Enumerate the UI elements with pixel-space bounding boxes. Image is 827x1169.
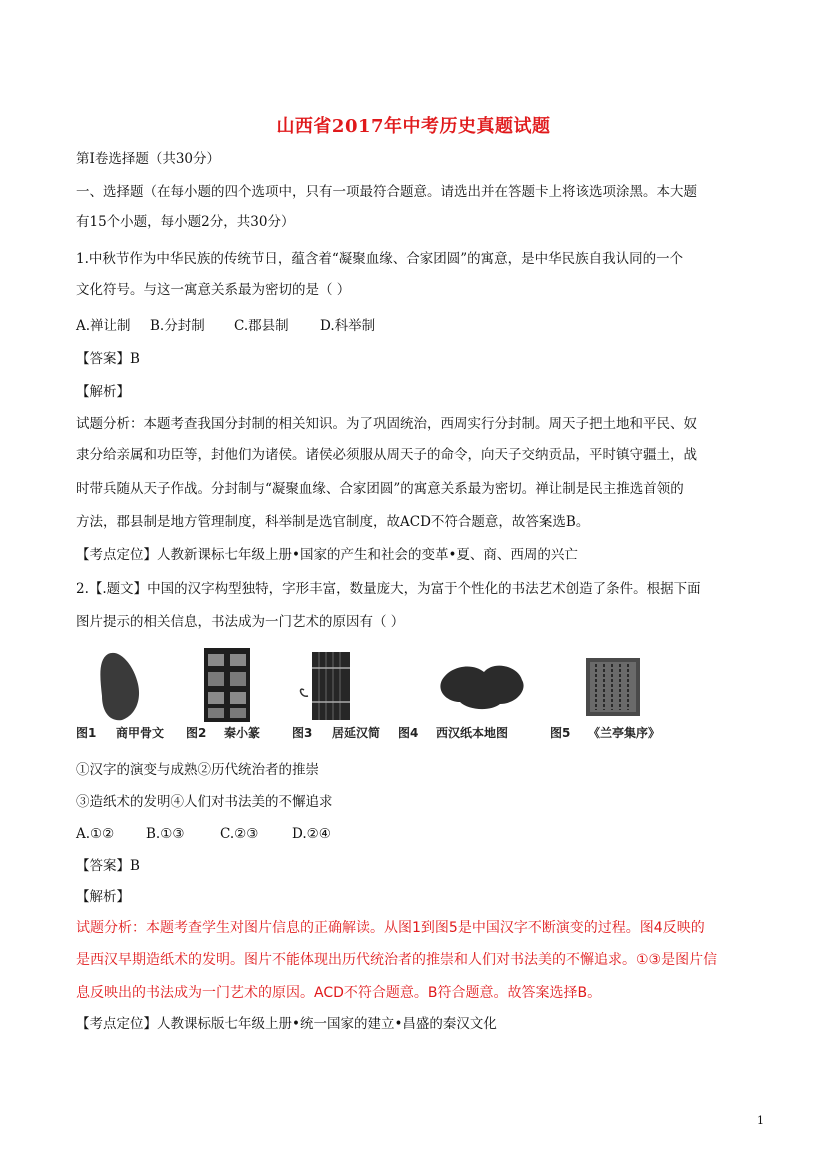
lanting-xu-image bbox=[586, 658, 640, 716]
page-title: 山西省2017年中考历史真题试题 bbox=[276, 116, 551, 137]
q2-stem-line: 2.【.题文】中国的汉字构型独特，字形丰富，数量庞大，为富于个性化的书法艺术创造了条件。根据下面 bbox=[76, 581, 701, 597]
q2-statement-line: ①汉字的演变与成熟②历代统治者的推崇 bbox=[76, 762, 319, 778]
oracle-bone-image bbox=[100, 653, 139, 720]
figure-5-label: 图5 bbox=[550, 726, 571, 740]
section-header: 第Ⅰ卷选择题（共30分） bbox=[76, 151, 221, 167]
q2-answer: 【答案】B bbox=[76, 858, 140, 874]
q1-stem-line: 1.中秋节作为中华民族的传统节日，蕴含着“凝聚血缘、合家团圆”的寓意，是中华民族自我认同的一个 bbox=[76, 251, 684, 267]
q1-analysis-line: 隶分给亲属和功臣等，封他们为诸侯。诸侯必须服从周天子的命令，向天子交纳贡品，平时镇守疆土，战 bbox=[76, 447, 697, 463]
q2-option-c: C.②③ bbox=[220, 826, 259, 842]
bamboo-slips-image bbox=[301, 652, 350, 720]
q2-analysis-label: 【解析】 bbox=[76, 889, 130, 905]
q2-kaodian: 【考点定位】人教课标版七年级上册•统一国家的建立•昌盛的秦汉文化 bbox=[76, 1016, 497, 1032]
q2-analysis-line: 试题分析：本题考查学生对图片信息的正确解读。从图1到图5是中国汉字不断演变的过程。图4反映的 bbox=[76, 920, 705, 936]
q2-option-d: D.②④ bbox=[292, 826, 331, 842]
q1-option-c: C.郡县制 bbox=[234, 318, 289, 334]
seal-script-image bbox=[204, 648, 250, 722]
figure-1-caption: 商甲骨文 bbox=[116, 726, 165, 740]
q1-kaodian: 【考点定位】人教新课标七年级上册•国家的产生和社会的变革•夏、商、西周的兴亡 bbox=[76, 547, 578, 563]
instructions-line: 有15个小题，每小题2分，共30分） bbox=[76, 214, 295, 230]
figure-5-caption: 《兰亭集序》 bbox=[588, 726, 661, 740]
figure-4-label: 图4 bbox=[398, 726, 419, 740]
q1-stem-line: 文化符号。与这一寓意关系最为密切的是（ ） bbox=[76, 282, 351, 298]
calligraphy-figure-strip bbox=[76, 646, 676, 742]
figure-3-caption: 居延汉简 bbox=[332, 726, 381, 740]
q1-analysis-line: 试题分析：本题考查我国分封制的相关知识。为了巩固统治，西周实行分封制。周天子把土地和平民、奴 bbox=[76, 416, 697, 432]
instructions-line: 一、选择题（在每小题的四个选项中，只有一项最符合题意。请选出并在答题卡上将该选项涂黑。本大题 bbox=[76, 184, 697, 200]
q2-option-b: B.①③ bbox=[146, 826, 185, 842]
q2-options bbox=[76, 824, 752, 844]
figure-4-caption: 西汉纸本地图 bbox=[436, 726, 509, 740]
q2-option-a: A.①② bbox=[76, 826, 115, 842]
figure-images bbox=[76, 646, 676, 724]
figure-2-caption: 秦小篆 bbox=[224, 726, 261, 740]
q2-statement-line: ③造纸术的发明④人们对书法美的不懈追求 bbox=[76, 794, 333, 810]
q1-option-d: D.科举制 bbox=[320, 318, 376, 334]
figure-3-label: 图3 bbox=[292, 726, 313, 740]
q1-analysis-label: 【解析】 bbox=[76, 384, 130, 400]
q1-answer: 【答案】B bbox=[76, 351, 140, 367]
paper-map-image bbox=[440, 666, 523, 710]
q2-analysis-line: 息反映出的书法成为一门艺术的原因。ACD不符合题意。B符合题意。故答案选择B。 bbox=[76, 985, 602, 1001]
q2-analysis-line: 是西汉早期造纸术的发明。图片不能体现出历代统治者的推崇和人们对书法美的不懈追求。①③是图片信 bbox=[76, 952, 718, 968]
figure-1-label: 图1 bbox=[76, 726, 97, 740]
q1-analysis-line: 方法，郡县制是地方管理制度，科举制是选官制度，故ACD不符合题意，故答案选B。 bbox=[76, 514, 590, 530]
q1-analysis-line: 时带兵随从天子作战。分封制与“凝聚血缘、合家团圆”的寓意关系最为密切。禅让制是民主推选首领的 bbox=[76, 481, 684, 497]
q1-option-a: A.禅让制 bbox=[76, 318, 131, 334]
q1-options bbox=[76, 316, 752, 336]
page-number: 1 bbox=[757, 1114, 764, 1127]
figure-2-label: 图2 bbox=[186, 726, 207, 740]
q2-stem-line: 图片提示的相关信息，书法成为一门艺术的原因有（ ） bbox=[76, 614, 405, 630]
q1-option-b: B.分封制 bbox=[150, 318, 205, 334]
